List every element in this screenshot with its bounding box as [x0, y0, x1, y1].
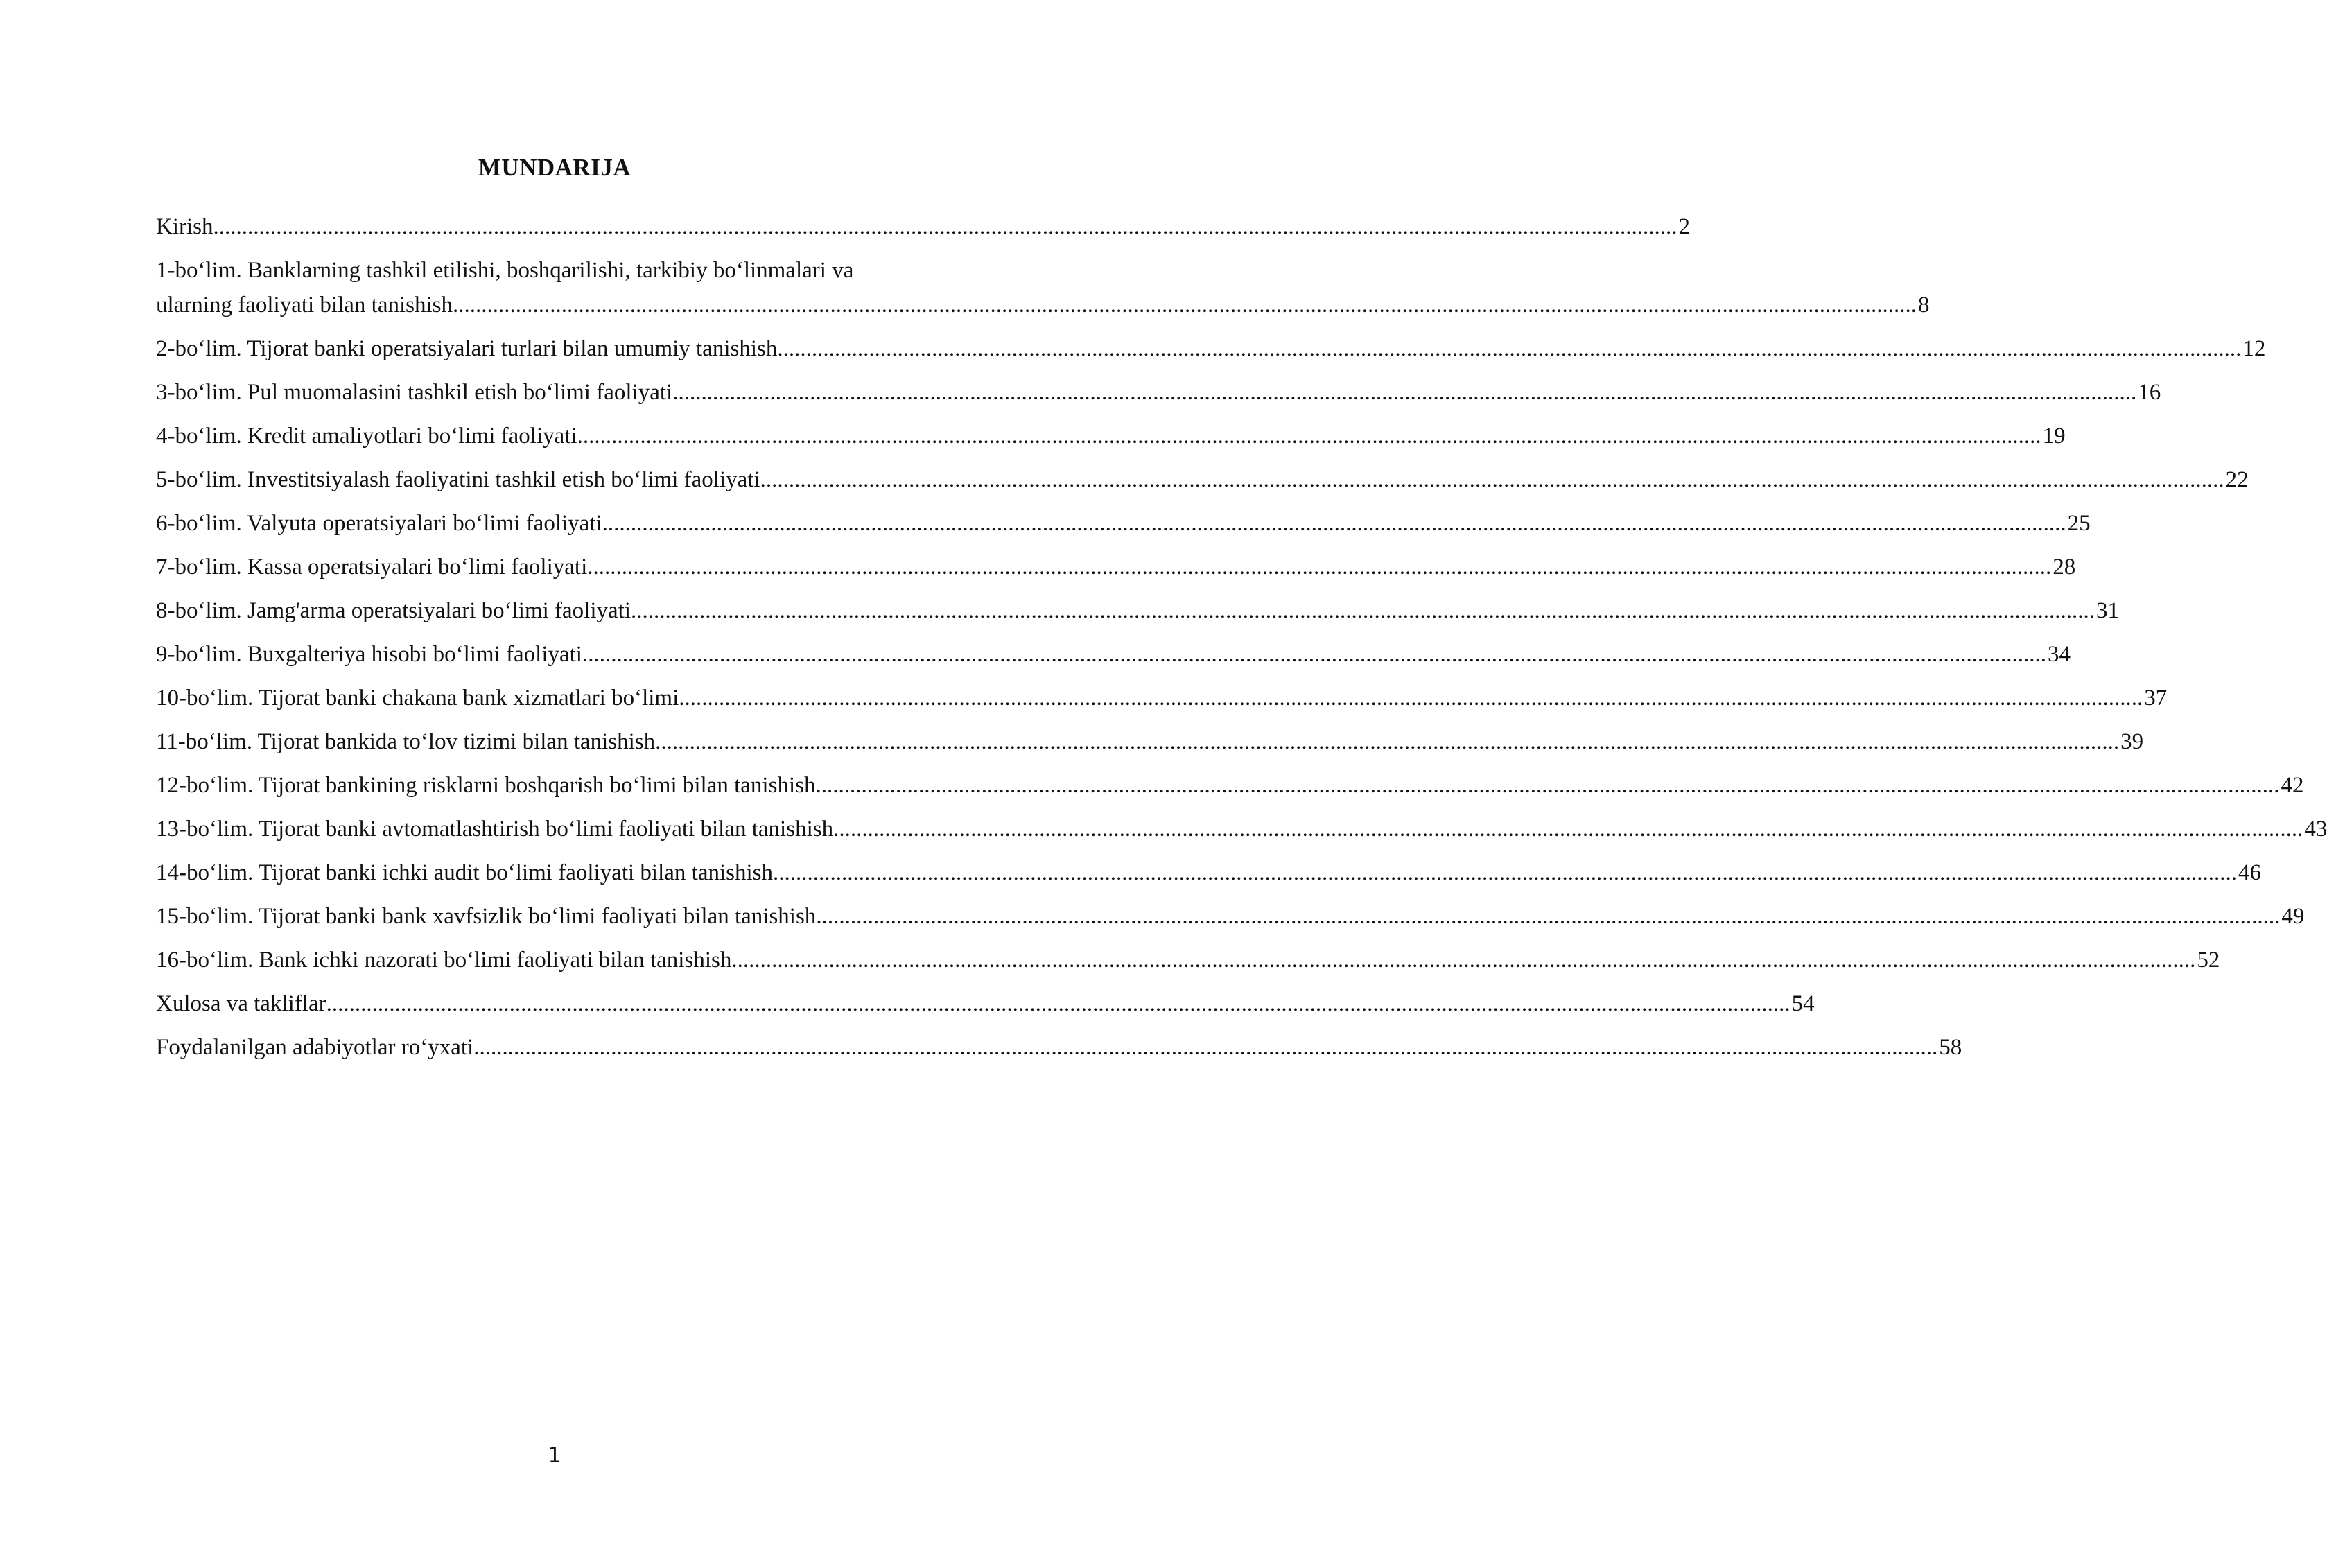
- toc-line: [156, 812, 2327, 846]
- toc-entry: [156, 550, 2076, 584]
- toc-dot-leader: [453, 288, 1917, 322]
- toc-entry-title: ularning faoliyati bilan tanishish: [156, 293, 453, 317]
- toc-page-number: 42: [2281, 773, 2304, 798]
- toc-page-number: 31: [2096, 598, 2119, 623]
- toc-entry: [156, 986, 1815, 1021]
- toc-entry-title: 10-bo‘lim. Tijorat banki chakana bank xizmatlari bo‘limi: [156, 686, 679, 711]
- toc-entry-title-line1: 1-bo‘lim. Banklarning tashkil etilishi, boshqarilishi, tarkibiy bo‘linmalari va: [156, 258, 854, 283]
- toc-entry: [156, 375, 2161, 410]
- toc-page-number: 58: [1939, 1035, 1962, 1060]
- toc-dot-leader: [679, 681, 2143, 715]
- toc-entry-title: 16-bo‘lim. Bank ichki nazorati bo‘limi faoliyati bilan tanishish: [156, 948, 732, 973]
- toc-page-number: 2: [1678, 214, 1690, 239]
- toc-dot-leader: [602, 506, 2066, 541]
- toc-entry-title: 12-bo‘lim. Tijorat bankining risklarni boshqarish bo‘limi bilan tanishish: [156, 773, 816, 798]
- table-of-contents: [156, 209, 2327, 1074]
- toc-page-number: 46: [2238, 860, 2262, 885]
- toc-entry-title: 6-bo‘lim. Valyuta operatsiyalari bo‘limi faoliyati: [156, 511, 602, 536]
- toc-entry-title: 7-bo‘lim. Kassa operatsiyalari bo‘limi faoliyati: [156, 555, 588, 580]
- toc-entry: [156, 637, 2071, 672]
- toc-line: [156, 209, 1690, 244]
- toc-line: [156, 462, 2249, 497]
- toc-entry-title: 3-bo‘lim. Pul muomalasini tashkil etish bo‘limi faoliyati: [156, 380, 673, 405]
- toc-page-number: 34: [2047, 642, 2071, 667]
- toc-dot-leader: [839, 812, 2303, 846]
- toc-entry: [156, 462, 2249, 497]
- toc-line: [156, 943, 2220, 977]
- toc-line: [156, 419, 2066, 453]
- toc-page-number: 12: [2242, 336, 2266, 361]
- toc-entry: [156, 209, 1690, 244]
- toc-entry-title: 9-bo‘lim. Buxgalteriya hisobi bo‘limi faoliyati: [156, 642, 582, 667]
- toc-page-number: 28: [2053, 555, 2076, 580]
- toc-dot-leader: [473, 1030, 1937, 1065]
- toc-entry: [156, 724, 2144, 759]
- toc-entry-title: Xulosa va takliflar: [156, 991, 326, 1016]
- toc-dot-leader: [577, 419, 2041, 453]
- toc-page-number: 25: [2067, 511, 2091, 536]
- toc-entry-title: 11-bo‘lim. Tijorat bankida to‘lov tizimi bilan tanishish: [156, 729, 656, 754]
- toc-line: [156, 1030, 1962, 1065]
- toc-line: [156, 768, 2304, 803]
- toc-dot-leader: [587, 550, 2051, 584]
- toc-line: [156, 986, 1815, 1021]
- toc-page-number: 54: [1791, 991, 1815, 1016]
- page-number: 1: [548, 1443, 561, 1467]
- toc-dot-leader: [760, 462, 2224, 497]
- toc-entry-title: Kirish: [156, 214, 213, 239]
- toc-entry: [156, 1030, 1962, 1065]
- toc-entry: [156, 506, 2091, 541]
- toc-entry: [156, 855, 2262, 890]
- toc-line: [156, 506, 2091, 541]
- toc-page-number: 49: [2281, 904, 2305, 929]
- toc-line: [156, 550, 2076, 584]
- toc-entry-title: 15-bo‘lim. Tijorat banki bank xavfsizlik bo‘limi faoliyati bilan tanishish: [156, 904, 817, 929]
- toc-line: [156, 899, 2305, 934]
- toc-page-number: 39: [2120, 729, 2144, 754]
- toc-entry: [156, 943, 2220, 977]
- toc-page-number: 22: [2225, 467, 2249, 492]
- toc-dot-leader: [815, 768, 2279, 803]
- toc-page-number: 8: [1918, 293, 1930, 317]
- toc-entry: [156, 419, 2066, 453]
- toc-line: [156, 375, 2161, 410]
- toc-dot-leader: [631, 593, 2095, 628]
- toc-line: [156, 593, 2119, 628]
- toc-entry: [156, 899, 2305, 934]
- toc-entry-title: 4-bo‘lim. Kredit amaliyotlari bo‘limi faoliyati: [156, 424, 577, 448]
- toc-entry-title: 5-bo‘lim. Investitsiyalash faoliyatini tashkil etish bo‘limi faoliyati: [156, 467, 760, 492]
- toc-dot-leader: [582, 637, 2046, 672]
- toc-entry-title: 2-bo‘lim. Tijorat banki operatsiyalari turlari bilan umumiy tanishish: [156, 336, 778, 361]
- toc-entry-title: 13-bo‘lim. Tijorat banki avtomatlashtirish bo‘limi faoliyati bilan tanishish.: [156, 817, 839, 842]
- toc-line: [156, 331, 2266, 366]
- toc-line: [156, 855, 2262, 890]
- toc-dot-leader: [655, 724, 2119, 759]
- toc-dot-leader: [672, 375, 2136, 410]
- toc-page-number: 16: [2138, 380, 2161, 405]
- toc-entry: [156, 253, 1930, 322]
- page-title: MUNDARIJA: [478, 154, 631, 181]
- toc-entry: [156, 812, 2327, 846]
- toc-dot-leader: [326, 986, 1790, 1021]
- toc-line: [156, 724, 2144, 759]
- toc-dot-leader: [731, 943, 2195, 977]
- toc-line: [156, 681, 2168, 715]
- toc-dot-leader: [816, 899, 2280, 934]
- toc-entry: [156, 331, 2266, 366]
- toc-page-number: 19: [2042, 424, 2066, 448]
- toc-page-number: 52: [2197, 948, 2220, 973]
- toc-entry: [156, 681, 2168, 715]
- toc-entry: [156, 768, 2304, 803]
- toc-dot-leader: [777, 331, 2241, 366]
- toc-line: [156, 637, 2071, 672]
- toc-entry-title: Foydalanilgan adabiyotlar ro‘yxati: [156, 1035, 474, 1060]
- toc-entry-title: 8-bo‘lim. Jamg'arma operatsiyalari bo‘limi faoliyati: [156, 598, 631, 623]
- toc-page-number: 43: [2304, 817, 2327, 842]
- toc-line: [156, 288, 1930, 322]
- toc-entry: [156, 593, 2119, 628]
- toc-dot-leader: [773, 855, 2237, 890]
- toc-dot-leader: [213, 209, 1677, 244]
- toc-entry-title: 14-bo‘lim. Tijorat banki ichki audit bo‘limi faoliyati bilan tanishish: [156, 860, 774, 885]
- toc-page-number: 37: [2144, 686, 2168, 711]
